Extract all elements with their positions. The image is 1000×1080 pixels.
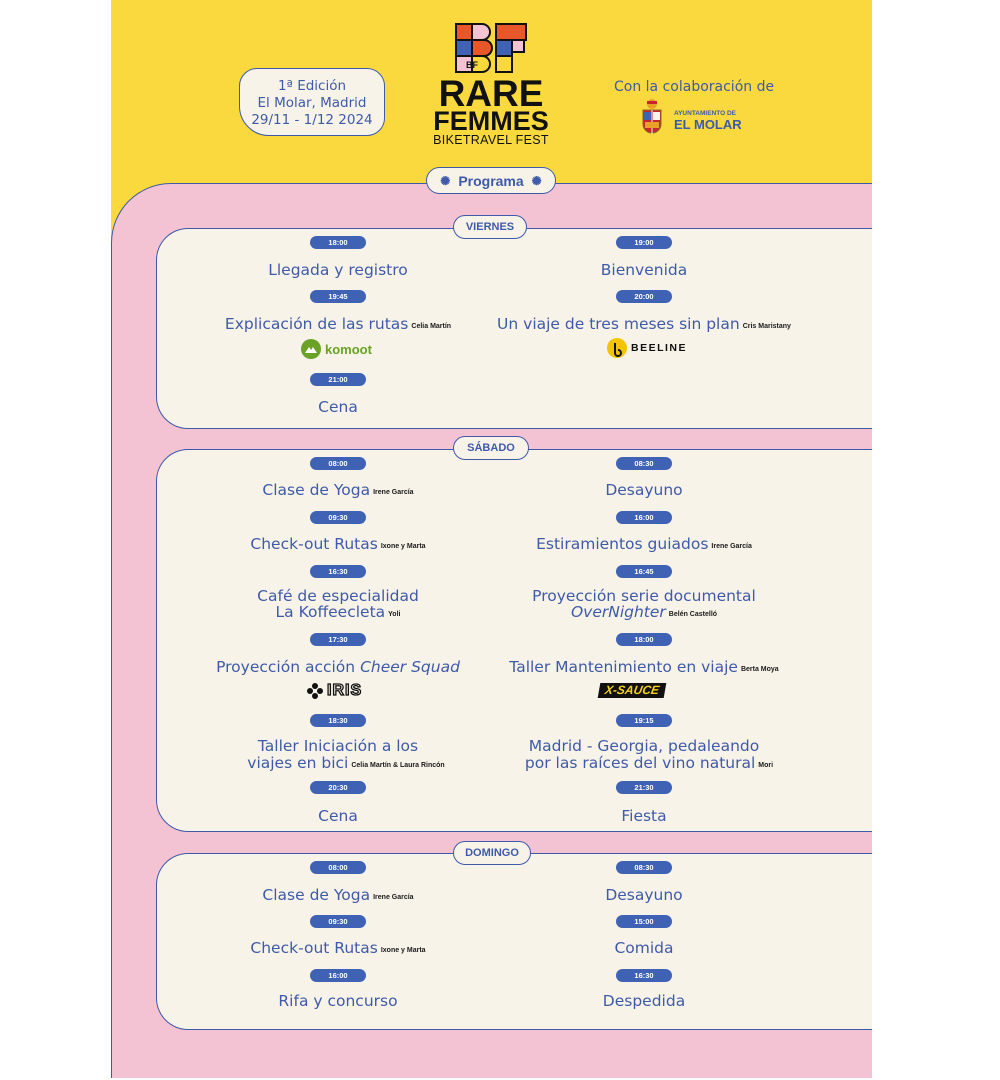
event-title: Proyección serie documental	[532, 587, 756, 605]
speaker-name: Belén Castelló	[668, 611, 718, 618]
beeline-icon	[607, 338, 627, 358]
event-time: 21:30	[616, 781, 672, 794]
event-title: Madrid - Georgia, pedaleando	[528, 737, 760, 755]
event-title: Desayuno	[605, 481, 683, 499]
event-title: Rifa y concurso	[278, 992, 398, 1010]
programa-title: Programa	[458, 172, 524, 189]
programa-heading	[426, 167, 556, 194]
event-time: 19:15	[616, 714, 672, 727]
event-title: Check-out Rutas Ixone y Marta	[250, 535, 426, 553]
edition-dates: 29/11 - 1/12 2024	[251, 112, 373, 128]
event-title: Comida	[614, 939, 674, 957]
event-time: 21:00	[310, 373, 366, 386]
svg-text:BF: BF	[466, 60, 478, 70]
logo-subtitle: BIKETRAVEL FEST	[433, 133, 549, 147]
event-title: Clase de Yoga Irene García	[262, 886, 414, 904]
event-title: Fiesta	[621, 807, 667, 825]
event-time: 19:00	[616, 236, 672, 249]
event-time: 09:30	[310, 511, 366, 524]
event-title-line-2: OverNighter Belén Castelló	[570, 603, 718, 621]
sun-icon: ✺	[440, 173, 451, 188]
logo-title-femmes: FEMMES	[433, 106, 549, 136]
partner-prefix: AYUNTAMIENTO DE	[674, 110, 736, 117]
event-title-line-2: La Koffeecleta Yoli	[275, 603, 401, 621]
event-title-line-2: por las raíces del vino natural Mori	[524, 754, 774, 772]
speaker-name: Irene García	[711, 543, 752, 550]
speaker-name: Celia Martín	[411, 323, 452, 330]
event-time: 08:00	[310, 457, 366, 470]
sponsor-beeline: BEELINE	[607, 338, 687, 358]
event-time: 09:30	[310, 915, 366, 928]
event-title: Taller Mantenimiento en viaje Berta Moya	[509, 658, 779, 676]
event-title: Despedida	[602, 992, 686, 1010]
event-time: 08:30	[616, 457, 672, 470]
speaker-name: Cris Maristany	[742, 323, 791, 330]
speaker-name: Ixone y Marta	[380, 947, 426, 954]
coat-of-arms-icon	[641, 98, 663, 140]
komoot-icon	[301, 339, 321, 359]
event-title: Clase de Yoga Irene García	[262, 481, 414, 499]
event-time: 16:00	[310, 969, 366, 982]
day-label-viernes: VIERNES	[453, 215, 527, 239]
event-time: 16:45	[616, 565, 672, 578]
event-title: Estiramientos guiados Irene García	[536, 535, 752, 553]
partner-name: EL MOLAR	[674, 117, 742, 132]
event-title: Cena	[318, 807, 358, 825]
event-title: Bienvenida	[600, 261, 688, 279]
edition-number: 1ª Edición	[277, 78, 347, 94]
event-time: 15:00	[616, 915, 672, 928]
event-title: Taller Iniciación a los	[257, 737, 419, 755]
event-title: Check-out Rutas Ixone y Marta	[250, 939, 426, 957]
event-time: 16:30	[616, 969, 672, 982]
event-time: 16:30	[310, 565, 366, 578]
bf-monogram-icon	[454, 22, 528, 74]
event-title: Proyección acción Cheer Squad	[216, 658, 460, 676]
event-time: 16:00	[616, 511, 672, 524]
event-title: Desayuno	[605, 886, 683, 904]
event-time: 17:30	[310, 633, 366, 646]
edition-location: El Molar, Madrid	[257, 95, 367, 111]
logo-title-rare: RARE	[438, 73, 544, 114]
speaker-name: Irene García	[373, 489, 414, 496]
sponsor-x-sauce: X-SAUCE	[599, 683, 665, 698]
poster	[111, 0, 872, 1078]
speaker-name: Irene García	[373, 894, 414, 901]
event-title: Un viaje de tres meses sin plan Cris Maristany	[497, 315, 791, 333]
event-time: 08:00	[310, 861, 366, 874]
day-label-domingo: DOMINGO	[453, 841, 531, 865]
iris-flower-icon	[307, 683, 323, 699]
sun-icon: ✺	[531, 173, 542, 188]
edition-info	[239, 68, 385, 136]
event-time: 08:30	[616, 861, 672, 874]
speaker-name: Mori	[758, 762, 774, 769]
event-time: 18:00	[310, 236, 366, 249]
event-time: 18:30	[310, 714, 366, 727]
event-time: 20:30	[310, 781, 366, 794]
event-title-line-2: viajes en bici Celia Martín & Laura Rincón	[247, 754, 445, 772]
event-time: 18:00	[616, 633, 672, 646]
day-card-sabado	[156, 449, 872, 832]
event-title: Llegada y registro	[268, 261, 408, 279]
speaker-name: Ixone y Marta	[380, 543, 426, 550]
day-label-sabado: SÁBADO	[453, 436, 529, 460]
speaker-name: Celia Martín & Laura Rincón	[351, 762, 445, 769]
festival-logo	[431, 20, 551, 150]
collaboration-label: Con la colaboración de	[614, 79, 775, 95]
event-title: Cena	[318, 398, 358, 416]
speaker-name: Yoli	[388, 611, 401, 618]
event-time: 20:00	[616, 290, 672, 303]
speaker-name: Berta Moya	[740, 666, 779, 673]
sponsor-iris: IRIS	[307, 682, 362, 700]
event-title: Café de especialidad	[257, 587, 419, 605]
event-time: 19:45	[310, 290, 366, 303]
event-title: Explicación de las rutas Celia Martín	[224, 315, 452, 333]
sponsor-komoot: komoot	[301, 339, 372, 359]
